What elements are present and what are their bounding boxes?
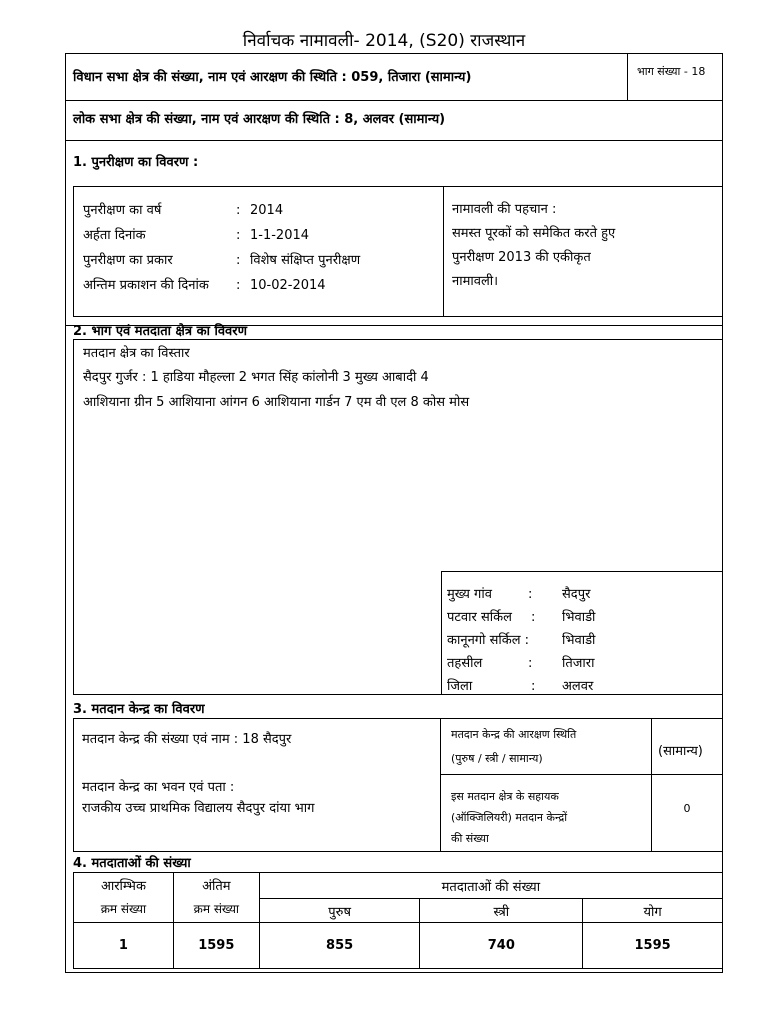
female-count: 740 [420, 923, 583, 969]
female-header: स्त्री [420, 899, 583, 923]
part-number: भाग संख्या - 18 [637, 65, 706, 78]
tehsil-value: तिजारा [562, 656, 595, 671]
qualifying-date-sep: : [236, 228, 241, 243]
section3-heading: 3. मतदान केन्द्र का विवरण [73, 702, 205, 717]
revision-heading: 1. पुनरीक्षण का विवरण : [73, 155, 199, 170]
patwar-circle-label: पटवार सर्किल [447, 610, 512, 625]
revision-year-sep: : [236, 203, 241, 218]
publication-date-value: 10-02-2014 [250, 278, 326, 293]
section4-heading: 4. मतदाताओं की संख्या [73, 856, 191, 871]
building-title: मतदान केन्द्र का भवन एवं पता : [82, 780, 235, 795]
revision-year-value: 2014 [250, 203, 284, 218]
kanungo-circle-value: भिवाडी [562, 633, 596, 648]
district-label: जिला [447, 679, 473, 694]
revision-year-label: पुनरीक्षण का वर्ष [83, 203, 162, 218]
district-value: अलवर [562, 679, 594, 694]
station-name: मतदान केन्द्र की संख्या एवं नाम : 18 सैदपुर [82, 732, 292, 747]
aux-station-line: की संख्या [451, 832, 489, 845]
aux-station-line: (ऑक्जिलियरी) मतदान केन्द्रों [451, 811, 568, 824]
extent-line: आशियाना ग्रीन 5 आशियाना आंगन 6 आशियाना गार्डन 7 एम वी एल 8 कोस मोस [83, 395, 470, 410]
total-header: योग [583, 899, 723, 923]
male-count: 855 [259, 923, 420, 969]
extent-title: मतदान क्षेत्र का विस्तार [83, 346, 190, 361]
revision-type-sep: : [236, 253, 241, 268]
page-title: निर्वाचक नामावली- 2014, (S20) राजस्थान [242, 31, 526, 51]
male-header: पुरुष [259, 899, 420, 923]
voters-table [73, 872, 723, 969]
parliament-constituency: लोक सभा क्षेत्र की संख्या, नाम एवं आरक्षण की स्थिति : 8, अलवर (सामान्य) [73, 112, 446, 127]
end-serial-value: 1595 [173, 923, 259, 969]
end-serial-header: अंतिम क्रम संख्या [173, 873, 259, 923]
roll-identity-line: नामावली। [452, 274, 499, 289]
reservation-value: (सामान्य) [658, 744, 703, 759]
publication-date-sep: : [236, 278, 241, 293]
building-address: राजकीय उच्च प्राथमिक विद्यालय सैदपुर दांया भाग [82, 801, 315, 816]
section2-heading: 2. भाग एवं मतदाता क्षेत्र का विवरण [73, 324, 247, 339]
tehsil-label: तहसील [447, 656, 483, 671]
voter-count-header: मतदाताओं की संख्या [259, 873, 722, 899]
publication-date-label: अन्तिम प्रकाशन की दिनांक [83, 278, 209, 293]
extent-line: सैदपुर गुर्जर : 1 हाडिया मौहल्ला 2 भगत सिंह कांलोनी 3 मुख्य आबादी 4 [83, 370, 429, 385]
revision-box [73, 186, 723, 317]
patwar-circle-sep: : [531, 610, 536, 625]
tehsil-sep: : [528, 656, 533, 671]
reservation-options: (पुरुष / स्त्री / सामान्य) [451, 752, 543, 765]
start-serial-header: आरम्भिक क्रम संख्या [74, 873, 174, 923]
aux-station-value: 0 [683, 802, 691, 815]
district-sep: : [531, 679, 536, 694]
assembly-constituency: विधान सभा क्षेत्र की संख्या, नाम एवं आरक्षण की स्थिति : 059, तिजारा (सामान्य) [73, 70, 472, 85]
kanungo-circle-label: कानूनगो सर्किल : [447, 633, 530, 648]
roll-identity-title: नामावली की पहचान : [452, 202, 557, 217]
main-village-value: सैदपुर [562, 587, 591, 602]
patwar-circle-value: भिवाडी [562, 610, 596, 625]
revision-type-label: पुनरीक्षण का प्रकार [83, 253, 173, 268]
start-serial-value: 1 [74, 923, 174, 969]
extent-box [73, 339, 723, 695]
main-village-sep: : [528, 587, 533, 602]
roll-identity-line: समस्त पूरकों को समेकित करते हुए [452, 226, 616, 241]
total-count: 1595 [583, 923, 723, 969]
qualifying-date-label: अर्हता दिनांक [83, 228, 146, 243]
revision-type-value: विशेष संक्षिप्त पुनरीक्षण [250, 253, 361, 268]
qualifying-date-value: 1-1-2014 [250, 228, 310, 243]
roll-identity-line: पुनरीक्षण 2013 की एकीकृत [452, 250, 591, 265]
main-village-label: मुख्य गांव [447, 587, 492, 602]
reservation-title: मतदान केन्द्र की आरक्षण स्थिति [451, 728, 577, 741]
aux-station-line: इस मतदान क्षेत्र के सहायक [451, 790, 559, 803]
